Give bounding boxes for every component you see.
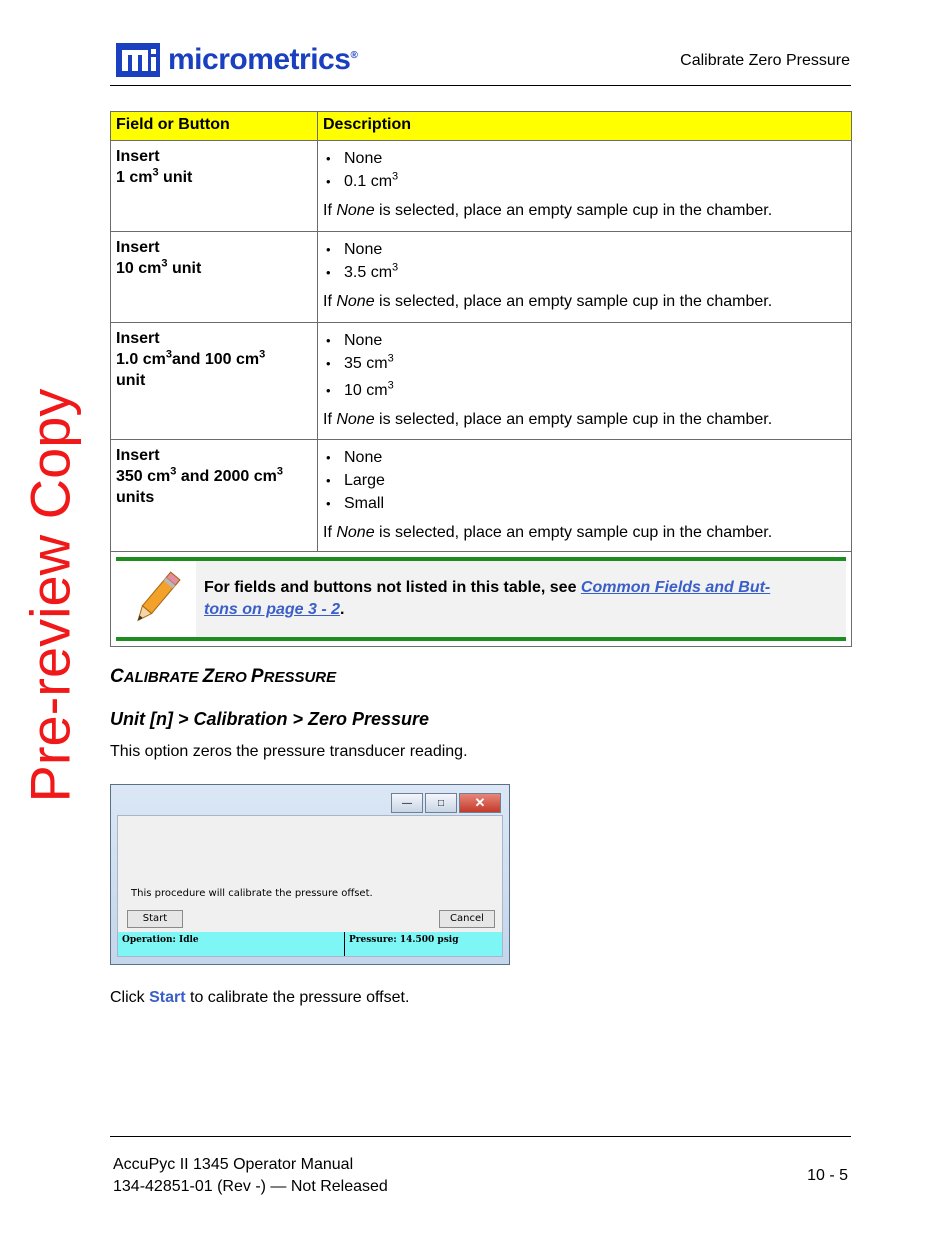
watermark: Pre-review Copy — [18, 388, 82, 803]
cancel-button[interactable]: Cancel — [439, 910, 495, 928]
list-item: • 0.1 $cm^3$ — [344, 170, 846, 193]
table-header-row — [111, 112, 852, 141]
description-note: If None is selected, place an empty sample cup in the chamber. — [323, 293, 773, 310]
list-item: • 35 $cm^3$ — [344, 352, 846, 375]
note-row — [111, 552, 852, 647]
list-item: • None — [344, 147, 846, 170]
description-note: If None is selected, place an empty sample cup in the chamber. — [323, 202, 773, 219]
list-item: • None — [344, 238, 846, 261]
section-heading: CALIBRATE ZERO PRESSURE — [110, 666, 337, 687]
footer-divider — [110, 1136, 851, 1137]
table-row — [111, 141, 852, 232]
field-name: Insert 1 $cm^3$ unit — [111, 141, 318, 232]
menu-path: Unit [n] > Calibration > Zero Pressure — [110, 709, 430, 729]
footer-manual-title: AccuPyc II 1345 Operator Manual — [113, 1156, 354, 1173]
header-divider — [110, 85, 851, 86]
list-item: • None — [344, 329, 846, 352]
header-section-title: Calibrate Zero Pressure — [680, 52, 850, 69]
zero-pressure-dialog — [110, 784, 510, 965]
field-description — [318, 232, 852, 323]
option-list — [323, 446, 846, 515]
logo-icon — [116, 43, 160, 77]
list-item: • None — [344, 446, 846, 469]
brand-name: micrometrics® — [168, 43, 358, 76]
field-name: Insert 1.0 $cm^3and$ 100 $cm^3$ unit — [111, 323, 318, 440]
status-operation: Operation: Idle — [118, 932, 345, 956]
common-fields-link[interactable]: Common Fields and But- tons on page 3 - 2 — [204, 579, 771, 618]
list-item: • Small — [344, 492, 846, 515]
option-list — [323, 329, 846, 402]
section-description: This option zeros the pressure transducer reading. — [110, 743, 468, 760]
field-name: Insert 350 $cm^3$ and 2000 $cm^3$ units — [111, 440, 318, 552]
page-number: 10 - 5 — [807, 1167, 848, 1184]
table-row — [111, 232, 852, 323]
list-item: • Large — [344, 469, 846, 492]
status-bar — [118, 932, 502, 956]
pencil-icon — [116, 561, 196, 637]
brand-logo — [116, 42, 357, 78]
field-table — [110, 111, 852, 647]
window-controls — [389, 793, 501, 813]
option-list — [323, 238, 846, 284]
maximize-icon[interactable]: □ — [425, 793, 457, 813]
note-text: For fields and buttons not listed in this table, see Common Fields and But- tons on page 3 - 2. — [204, 579, 771, 618]
field-description — [318, 141, 852, 232]
status-pressure: Pressure: 14.500 psig — [349, 935, 459, 945]
list-item: • 10 $cm^3$ — [344, 379, 846, 402]
column-header-field: Field or Button — [111, 112, 318, 141]
field-description — [318, 323, 852, 440]
start-button[interactable]: Start — [127, 910, 183, 928]
dialog-body — [117, 815, 503, 957]
option-list — [323, 147, 846, 193]
instruction: Click Start to calibrate the pressure offset. — [110, 989, 410, 1006]
field-name: Insert 10 $cm^3$ unit — [111, 232, 318, 323]
note-box — [116, 557, 846, 641]
table-row — [111, 440, 852, 552]
close-icon[interactable]: ✕ — [459, 793, 501, 813]
column-header-description: Description — [318, 112, 852, 141]
dialog-message: This procedure will calibrate the pressure offset. — [131, 888, 373, 899]
footer-document-number: 134-42851-01 (Rev -) — Not Released — [113, 1178, 388, 1195]
list-item: • 3.5 $cm^3$ — [344, 261, 846, 284]
start-keyword: Start — [149, 989, 186, 1006]
description-note: If None is selected, place an empty sample cup in the chamber. — [323, 524, 773, 541]
description-note: If None is selected, place an empty sample cup in the chamber. — [323, 411, 773, 428]
table-row — [111, 323, 852, 440]
minimize-icon[interactable]: — — [391, 793, 423, 813]
field-description — [318, 440, 852, 552]
